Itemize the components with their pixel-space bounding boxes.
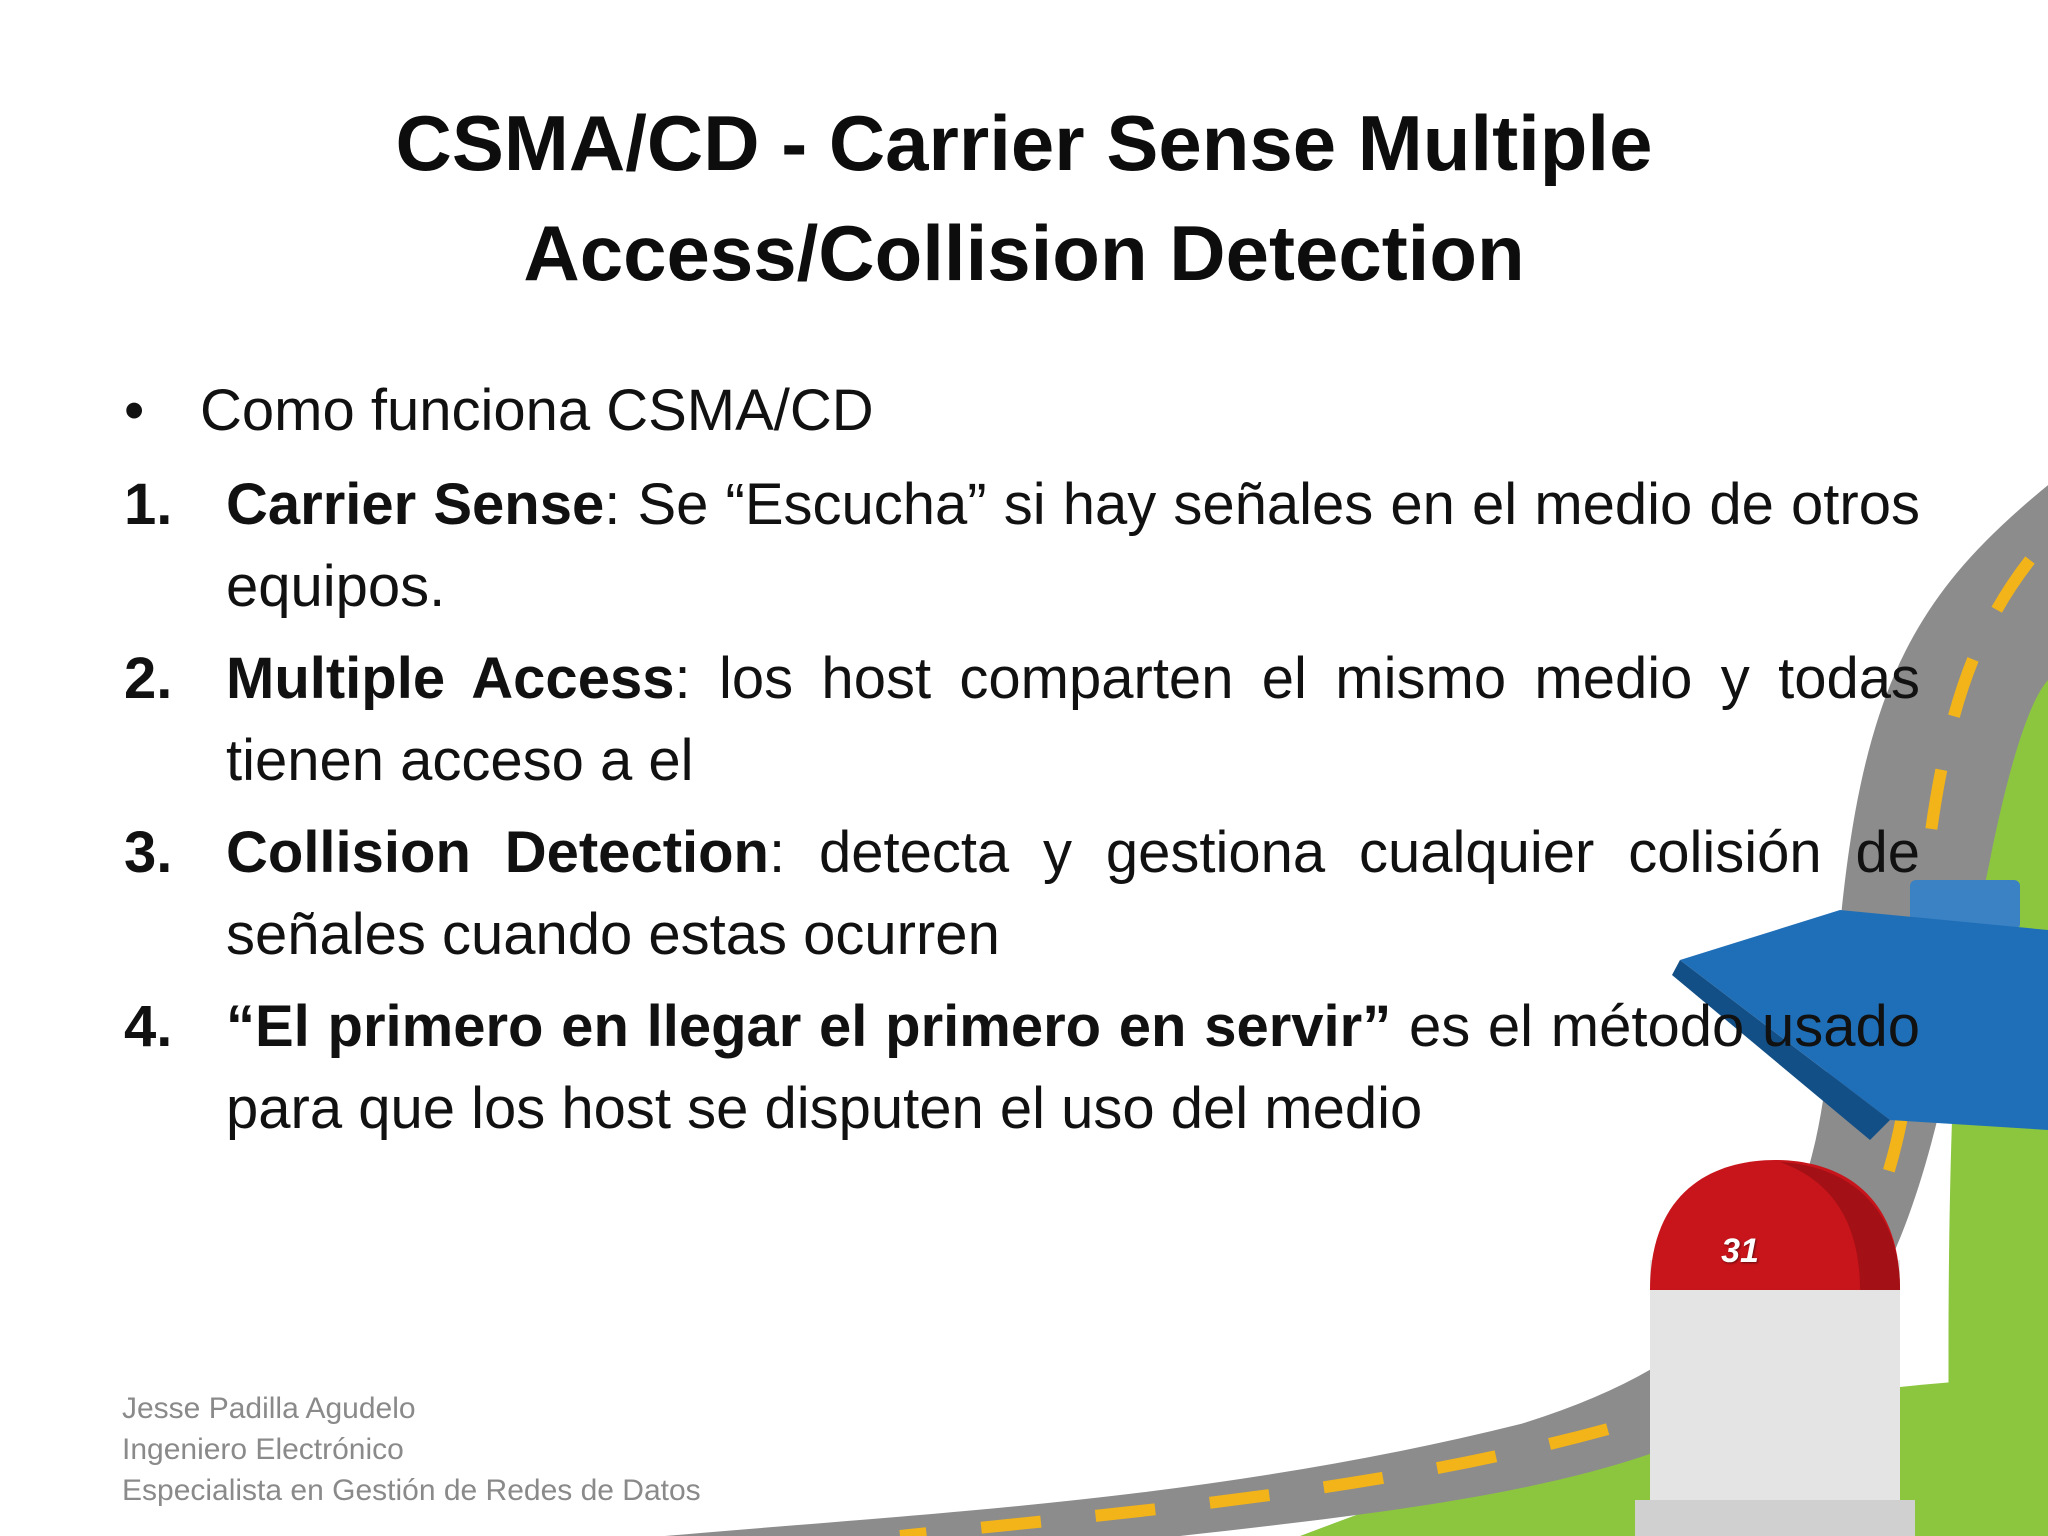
title-line-2: Access/Collision Detection (523, 209, 1525, 297)
footer-role: Ingeniero Electrónico (122, 1433, 404, 1466)
list-item-1 (120, 464, 1920, 628)
slide-title (200, 88, 1848, 308)
footer-author: Jesse Padilla Agudelo (122, 1392, 416, 1425)
item-term: “El primero en llegar el primero en servir” (226, 994, 1392, 1059)
item-term: Multiple Access (226, 646, 675, 711)
item-description: : los host comparten el mismo medio y todas tienen acceso a el (226, 646, 1920, 793)
title-line-1: CSMA/CD - Carrier Sense Multiple (395, 99, 1653, 187)
item-number: 3. (124, 820, 173, 885)
bullet-text: Como funciona CSMA/CD (200, 378, 874, 443)
list-item-3 (120, 812, 1920, 976)
list-item-2 (120, 638, 1920, 802)
item-number: 1. (124, 472, 173, 537)
page-number: 31 (1721, 1232, 1759, 1270)
list-item-4 (120, 986, 1920, 1150)
item-description: : Se “Escucha” si hay señales en el medio de otros equipos. (226, 472, 1920, 619)
item-number: 2. (124, 646, 173, 711)
item-number: 4. (124, 994, 173, 1059)
item-description: : detecta y gestiona cualquier colisión de señales cuando estas ocurren (226, 820, 1920, 967)
item-term: Collision Detection (226, 820, 769, 885)
footer-credits (122, 1388, 701, 1511)
footer-specialty: Especialista en Gestión de Redes de Datos (122, 1474, 701, 1507)
item-term: Carrier Sense (226, 472, 605, 537)
item-description: es el método usado para que los host se disputen el uso del medio (226, 994, 1920, 1141)
bullet-item (120, 370, 1920, 452)
bullet-marker: • (124, 378, 145, 443)
milestone-base (1635, 1500, 1915, 1536)
slide-content (120, 370, 1920, 1160)
milestone-body (1650, 1260, 1900, 1530)
